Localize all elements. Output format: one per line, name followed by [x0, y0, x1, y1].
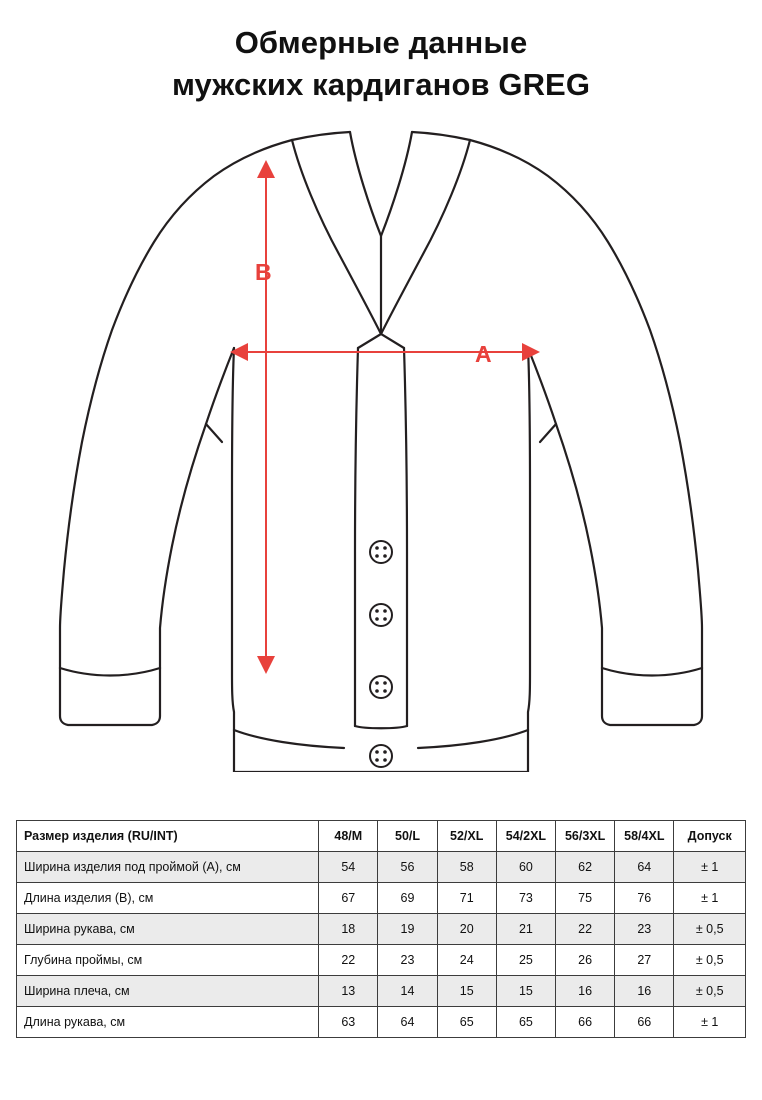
- cell-value: 15: [496, 976, 555, 1007]
- cell-value: 21: [496, 914, 555, 945]
- cell-value: 23: [615, 914, 674, 945]
- table-header-size-1: 50/L: [378, 821, 437, 852]
- cell-value: 64: [615, 852, 674, 883]
- cell-value: 69: [378, 883, 437, 914]
- cell-value: 15: [437, 976, 496, 1007]
- table-row: [17, 914, 746, 945]
- cell-value: 14: [378, 976, 437, 1007]
- button-1: [370, 541, 392, 563]
- table-row: [17, 976, 746, 1007]
- row-label: Длина изделия (B), см: [17, 883, 319, 914]
- cell-value: 18: [319, 914, 378, 945]
- row-label: Ширина плеча, см: [17, 976, 319, 1007]
- table-header-row: [17, 821, 746, 852]
- cell-value: 13: [319, 976, 378, 1007]
- measurement-lines: [232, 162, 538, 672]
- cell-tolerance: ± 0,5: [674, 976, 746, 1007]
- label-length-b: B: [255, 258, 272, 285]
- cell-value: 25: [496, 945, 555, 976]
- table-header-tolerance: Допуск: [674, 821, 746, 852]
- cell-value: 22: [319, 945, 378, 976]
- button-2: [370, 604, 392, 626]
- cell-value: 66: [556, 1007, 615, 1038]
- cell-tolerance: ± 1: [674, 883, 746, 914]
- row-label: Длина рукава, см: [17, 1007, 319, 1038]
- cell-value: 63: [319, 1007, 378, 1038]
- table-header-size-0: 48/M: [319, 821, 378, 852]
- cell-value: 66: [615, 1007, 674, 1038]
- cell-value: 65: [437, 1007, 496, 1038]
- page-title: [0, 0, 762, 106]
- size-table-body: [17, 852, 746, 1038]
- cell-value: 71: [437, 883, 496, 914]
- row-label: Глубина проймы, см: [17, 945, 319, 976]
- cell-value: 19: [378, 914, 437, 945]
- cell-value: 75: [556, 883, 615, 914]
- table-row: [17, 852, 746, 883]
- cell-value: 64: [378, 1007, 437, 1038]
- button-group: [370, 541, 392, 767]
- cell-value: 24: [437, 945, 496, 976]
- cell-tolerance: ± 1: [674, 1007, 746, 1038]
- cardigan-illustration-svg: [0, 112, 762, 772]
- cell-value: 65: [496, 1007, 555, 1038]
- row-label: Ширина рукава, см: [17, 914, 319, 945]
- cell-value: 67: [319, 883, 378, 914]
- cell-value: 60: [496, 852, 555, 883]
- cell-tolerance: ± 0,5: [674, 914, 746, 945]
- table-header-size-2: 52/XL: [437, 821, 496, 852]
- table-row: [17, 945, 746, 976]
- cell-tolerance: ± 0,5: [674, 945, 746, 976]
- cell-value: 76: [615, 883, 674, 914]
- cell-value: 56: [378, 852, 437, 883]
- table-header-size-4: 56/3XL: [556, 821, 615, 852]
- table-header-row-label: Размер изделия (RU/INT): [17, 821, 319, 852]
- cell-value: 22: [556, 914, 615, 945]
- table-header-size-3: 54/2XL: [496, 821, 555, 852]
- button-holes: [375, 546, 387, 762]
- page-title-line-2: мужских кардиганов GREG: [171, 66, 591, 102]
- size-table-head: [17, 821, 746, 852]
- cell-value: 54: [319, 852, 378, 883]
- button-3: [370, 676, 392, 698]
- cardigan-diagram: [0, 112, 762, 772]
- cell-tolerance: ± 1: [674, 852, 746, 883]
- button-4: [370, 745, 392, 767]
- cell-value: 20: [437, 914, 496, 945]
- size-table: [16, 820, 746, 1038]
- cell-value: 26: [556, 945, 615, 976]
- cell-value: 23: [378, 945, 437, 976]
- cell-value: 73: [496, 883, 555, 914]
- cell-value: 27: [615, 945, 674, 976]
- row-label: Ширина изделия под проймой (A), см: [17, 852, 319, 883]
- cell-value: 16: [615, 976, 674, 1007]
- cell-value: 58: [437, 852, 496, 883]
- cell-value: 62: [556, 852, 615, 883]
- size-table-wrap: [16, 820, 746, 1038]
- table-row: [17, 1007, 746, 1038]
- label-width-a: A: [475, 340, 492, 367]
- table-header-size-5: 58/4XL: [615, 821, 674, 852]
- cell-value: 16: [556, 976, 615, 1007]
- table-row: [17, 883, 746, 914]
- page-title-line-1: Обмерные данные: [234, 25, 528, 60]
